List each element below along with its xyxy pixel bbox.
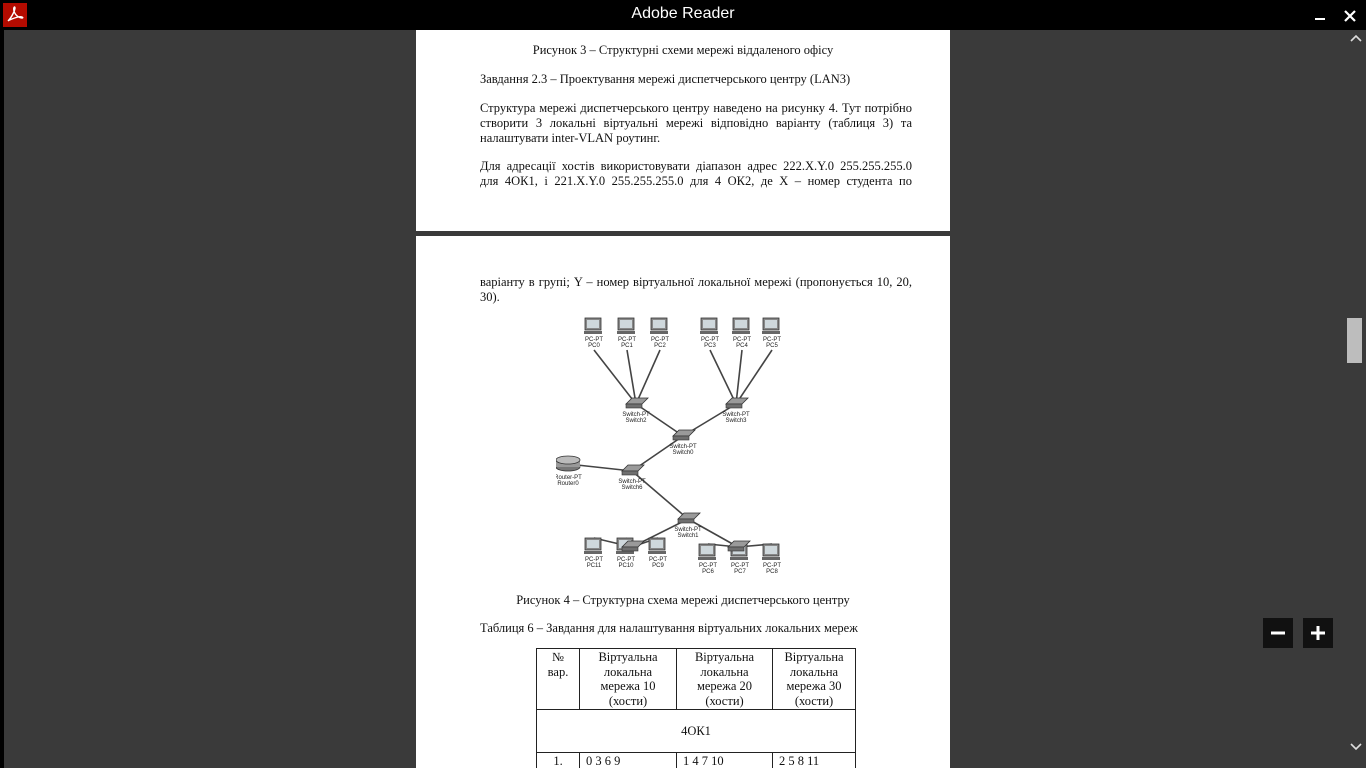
- header-text: Віртуальна: [598, 650, 658, 664]
- switch-name-label: Switch2: [625, 418, 647, 424]
- chevron-down-icon[interactable]: [1349, 742, 1363, 752]
- table-row: [537, 753, 856, 768]
- cell-vlan10: 0 3 6 9: [580, 753, 677, 768]
- pdf-page-2: [416, 236, 950, 768]
- header-text: локальна: [789, 664, 839, 679]
- paragraph-addressing: Для адресації хостів використовувати діапазон адрес 222.X.Y.0 255.255.255.0 для 4ОК1, і 221.X.Y.0 255.255.255.0 для 4 ОК2, де X – номер студента по: [480, 159, 912, 188]
- header-text: Віртуальна: [694, 650, 755, 664]
- header-text: мережа 30: [786, 679, 842, 693]
- router-name-label: Router0: [557, 481, 579, 487]
- vertical-scrollbar[interactable]: [1347, 30, 1366, 768]
- header-text: вар.: [547, 664, 569, 679]
- header-variant: [537, 649, 580, 710]
- header-vlan30: [773, 649, 856, 710]
- header-text: №: [552, 650, 564, 664]
- pc-type-label: PC-PT: [763, 563, 781, 569]
- pc-name-label: PC8: [766, 569, 778, 575]
- paragraph-structure: Структура мережі диспетчерського центру наведено на рисунку 4. Тут потрібно створити 3 локальні віртуальні мережі відповідно варіанту (таблиця 3) та налаштувати inter-VLAN роутинг.: [480, 101, 912, 145]
- switch-switch2-icon: [626, 398, 648, 408]
- pc-name-label: PC5: [766, 343, 778, 349]
- cell-variant: 1.: [537, 753, 580, 768]
- pc-type-label: PC-PT: [585, 337, 603, 343]
- pc-type-label: PC-PT: [618, 337, 636, 343]
- pc-pc5-icon: [762, 318, 780, 334]
- switch-type-label: Switch-PT: [669, 444, 697, 450]
- scrollbar-thumb[interactable]: [1347, 318, 1362, 363]
- pc-type-label: PC-PT: [731, 563, 749, 569]
- header-text: (хости): [608, 693, 648, 708]
- header-text: локальна: [700, 664, 749, 679]
- header-text: мережа 10: [600, 679, 656, 693]
- pc-name-label: PC11: [586, 563, 602, 569]
- minus-icon: [1270, 625, 1286, 641]
- switch-type-label: Switch-PT: [622, 412, 650, 418]
- vlan-table: [536, 648, 856, 768]
- pc-type-label: PC-PT: [701, 337, 719, 343]
- switch-name-label: Switch6: [621, 485, 643, 491]
- header-vlan20: [677, 649, 773, 710]
- minimize-icon: [1314, 10, 1326, 22]
- pc-type-label: PC-PT: [763, 337, 781, 343]
- pdf-page-1: [416, 30, 950, 231]
- pc-pc9-icon: [648, 538, 666, 554]
- pc-name-label: PC3: [704, 343, 716, 349]
- pc-name-label: PC10: [618, 563, 634, 569]
- pc-type-label: PC-PT: [699, 563, 717, 569]
- pc-pc8-icon: [762, 544, 780, 560]
- close-icon: [1344, 10, 1356, 22]
- pc-name-label: PC1: [621, 343, 633, 349]
- table-6-title: Таблиця 6 – Завдання для налаштування віртуальних локальних мереж: [480, 621, 858, 635]
- switch-type-label: Switch-PT: [674, 527, 702, 533]
- pc-name-label: PC4: [736, 343, 748, 349]
- pc-pc4-icon: [732, 318, 750, 334]
- close-button[interactable]: [1337, 5, 1363, 27]
- zoom-out-button[interactable]: [1263, 618, 1293, 648]
- pc-pc11-icon: [584, 538, 602, 554]
- pc-pc0-icon: [584, 318, 602, 334]
- switch-switch1-icon: [678, 513, 700, 523]
- switch-name-label: Switch0: [672, 450, 694, 456]
- pc-pc2-icon: [650, 318, 668, 334]
- header-text: Віртуальна: [784, 650, 844, 664]
- table-group-row: [537, 710, 856, 753]
- title-bar: [0, 0, 1366, 30]
- pc-name-label: PC6: [702, 569, 714, 575]
- pc-pc6-icon: [698, 544, 716, 560]
- table-header-row: [537, 649, 856, 710]
- minimize-button[interactable]: [1307, 5, 1333, 27]
- pc-type-label: PC-PT: [585, 557, 603, 563]
- switch-switch3-icon: [726, 398, 748, 408]
- window-title: Adobe Reader: [631, 5, 735, 22]
- pc-type-label: PC-PT: [649, 557, 667, 563]
- header-text: мережа 20: [696, 679, 753, 693]
- network-diagram-svg: [556, 316, 816, 578]
- pc-name-label: PC0: [588, 343, 600, 349]
- pc-type-label: PC-PT: [617, 557, 635, 563]
- document-viewport[interactable]: [4, 30, 1366, 768]
- pc-type-label: PC-PT: [651, 337, 669, 343]
- header-text: локальна: [603, 664, 653, 679]
- group-label: 4ОК1: [537, 710, 856, 753]
- switch-type-label: Switch-PT: [722, 412, 750, 418]
- pc-type-label: PC-PT: [733, 337, 751, 343]
- router-type-label: Router-PT: [556, 475, 582, 481]
- plus-icon: [1310, 625, 1326, 641]
- header-text: (хости): [794, 693, 834, 708]
- figure-4-caption: Рисунок 4 – Структурна схема мережі диспетчерського центру: [516, 593, 850, 607]
- router-icon: [556, 456, 580, 471]
- pc-name-label: PC9: [652, 563, 664, 569]
- cell-vlan30: 2 5 8 11: [773, 753, 856, 768]
- pc-pc1-icon: [617, 318, 635, 334]
- switch-name-label: Switch1: [677, 533, 699, 539]
- cell-vlan20: 1 4 7 10: [677, 753, 773, 768]
- pc-name-label: PC2: [654, 343, 666, 349]
- pc-pc3-icon: [700, 318, 718, 334]
- network-diagram: [556, 316, 816, 582]
- figure-3-caption: Рисунок 3 – Структурні схеми мережі віддаленого офісу: [532, 43, 834, 57]
- header-text: (хости): [705, 693, 744, 708]
- paragraph-continued: варіанту в групі; Y – номер віртуальної локальної мережі (пропонується 10, 20, 30).: [480, 275, 912, 304]
- pc-name-label: PC7: [734, 569, 746, 575]
- switch-name-label: Switch3: [725, 418, 747, 424]
- chevron-up-icon[interactable]: [1349, 33, 1363, 43]
- switch-type-label: Switch-PT: [618, 479, 646, 485]
- switch-switch6-icon: [622, 465, 644, 475]
- header-vlan10: [580, 649, 677, 710]
- zoom-in-button[interactable]: [1303, 618, 1333, 648]
- task-heading: Завдання 2.3 – Проектування мережі диспетчерського центру (LAN3): [480, 72, 851, 86]
